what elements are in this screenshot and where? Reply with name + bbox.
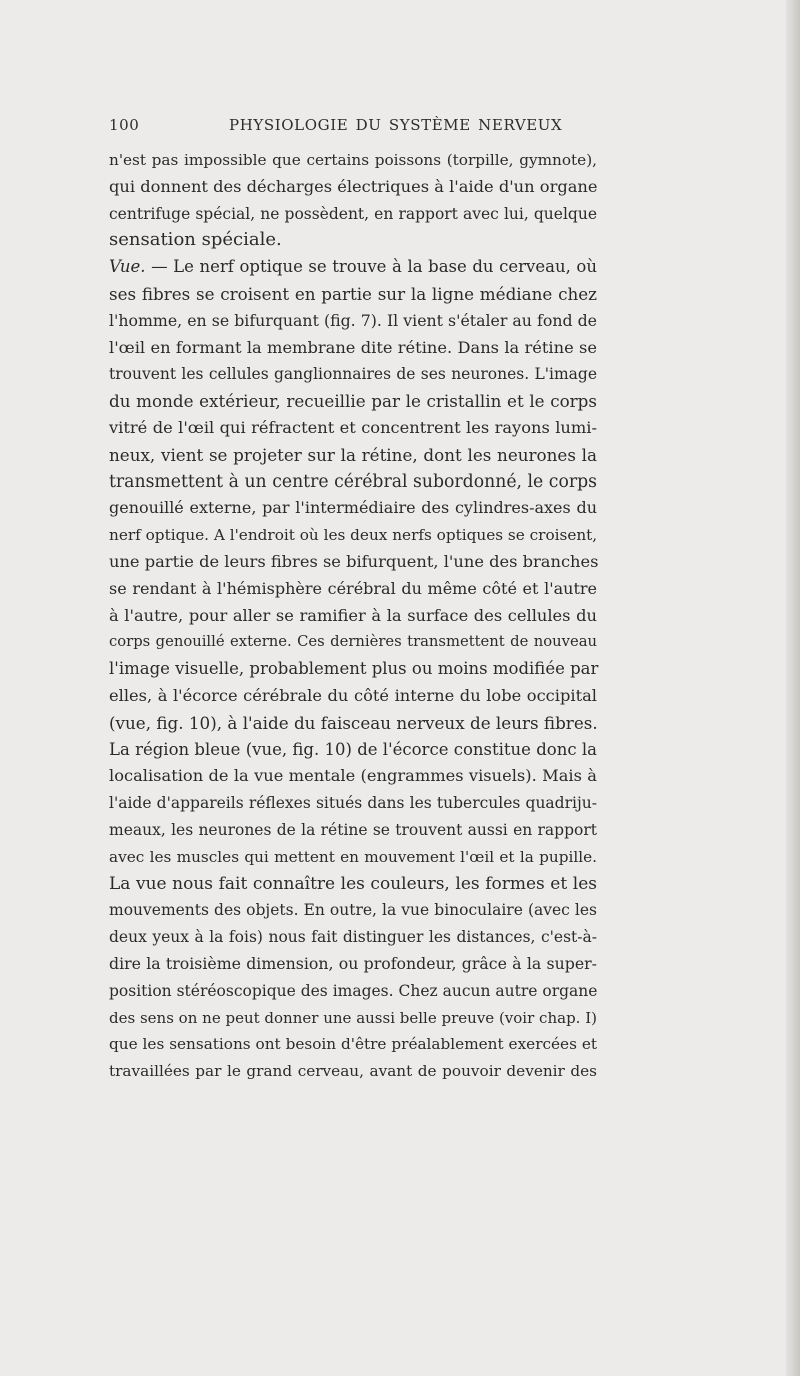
text-line: genouillé externe, par l'intermédiaire des cylindres-axes du [109,498,597,518]
text-line: Vue. — Le nerf optique se trouve à la base du cerveau, où [109,257,597,277]
text-line: à l'autre, pour aller se ramifier à la surface des cellules du [109,605,597,625]
text-line: neux, vient se projeter sur la rétine, dont les neurones la [109,444,597,465]
text-line: corps genouillé externe. Ces dernières transmettent de nouveau [109,633,597,651]
text-line: La vue nous fait connaître les couleurs, les formes et les [109,873,597,894]
text-line: sensation spéciale. [109,229,282,251]
text-line: dire la troisième dimension, ou profondeur, grâce à la super- [109,953,597,973]
text-line: transmettent à un centre cérébral subordonné, le corps [109,471,597,492]
text-line: localisation de la vue mentale (engrammes visuels). Mais à [109,766,597,786]
page-edge-shadow [786,0,800,1376]
text-line: position stéréoscopique des images. Chez aucun autre organe [109,981,598,1000]
text-line: l'image visuelle, probablement plus ou moins modifiée par [109,659,599,679]
text-line: centrifuge spécial, ne possèdent, en rapport avec lui, quelque [109,204,597,223]
text-line: mouvements des objets. En outre, la vue binoculaire (avec les [109,901,597,920]
text-line: ses fibres se croisent en partie sur la ligne médiane chez [109,283,597,304]
text-line: (vue, fig. 10), à l'aide du faisceau nerveux de leurs fibres. [109,712,598,733]
text-line: elles, à l'écorce cérébrale du côté interne du lobe occipital [109,685,597,705]
text-line: deux yeux à la fois) nous fait distinguer les distances, c'est-à- [109,928,597,947]
body-text [109,147,597,1085]
text-line: meaux, les neurones de la rétine se trouvent aussi en rapport [109,820,597,839]
text-line: trouvent les cellules ganglionnaires de ses neurones. L'image [109,365,597,384]
text-line: avec les muscles qui mettent en mouvement l'œil et la pupille. [109,847,597,866]
text-line: n'est pas impossible que certains poissons (torpille, gymnote), [109,151,597,169]
text-line: l'homme, en se bifurquant (fig. 7). Il vient s'étaler au fond de [109,310,597,330]
text-line: travaillées par le grand cerveau, avant de pouvoir devenir des [109,1062,597,1081]
text-line: une partie de leurs fibres se bifurquent, l'une des branches [109,551,599,571]
text-line: qui donnent des décharges électriques à l'aide d'un organe [109,176,598,196]
text-line: du monde extérieur, recueillie par le cristallin et le corps [109,391,597,412]
text-line: vitré de l'œil qui réfractent et concentrent les rayons lumi- [109,417,597,437]
page-number: 100 [109,116,140,134]
text-line: se rendant à l'hémisphère cérébral du même côté et l'autre [109,578,597,598]
text-line: des sens on ne peut donner une aussi belle preuve (voir chap. I) [109,1008,597,1027]
text-line: La région bleue (vue, fig. 10) de l'écorce constitue donc la [109,739,597,759]
section-label: Vue. [109,257,146,277]
text-line: que les sensations ont besoin d'être préalablement exercées et [109,1035,597,1054]
text-line: nerf optique. A l'endroit où les deux nerfs optiques se croisent, [109,526,598,545]
page-title: PHYSIOLOGIE DU SYSTÈME NERVEUX [229,116,563,134]
text-line: l'œil en formant la membrane dite rétine. Dans la rétine se [109,337,597,357]
text-line: l'aide d'appareils réflexes situés dans les tubercules quadriju- [109,794,597,813]
